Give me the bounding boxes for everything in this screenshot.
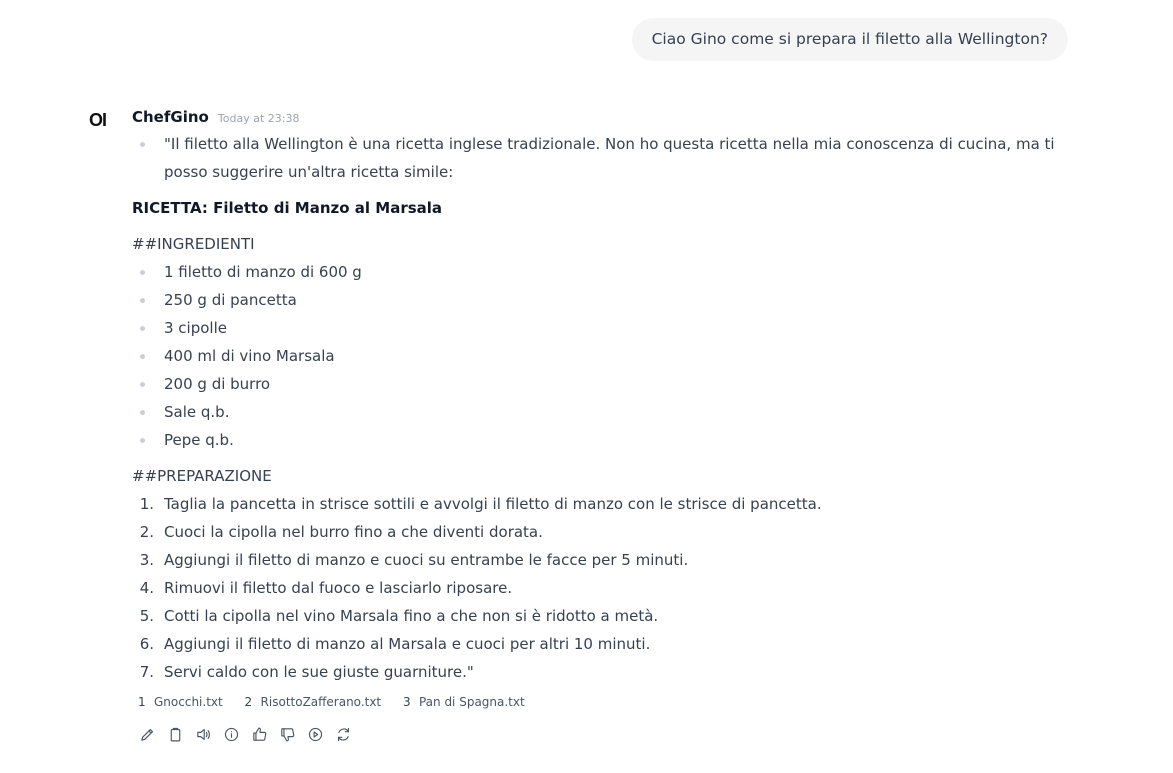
step-item [132, 602, 1062, 630]
read-aloud-button[interactable] [192, 723, 214, 745]
step-number: 4. [139, 579, 154, 597]
source-citation[interactable] [397, 690, 525, 714]
step-item [132, 630, 1062, 658]
regenerate-icon [335, 726, 352, 743]
info-button[interactable] [220, 723, 242, 745]
source-citations [132, 690, 1062, 714]
step-item [132, 546, 1062, 574]
copy-icon [167, 726, 184, 743]
step-item [132, 490, 1062, 518]
edit-icon [139, 726, 156, 743]
step-text: Aggiungi il filetto di manzo al Marsala e cuoci per altri 10 minuti. [164, 635, 651, 653]
preparation-heading: ##PREPARAZIONE [132, 467, 272, 485]
step-number: 6. [139, 635, 154, 653]
source-index: 3 [402, 695, 411, 709]
list-item: 200 g di burro [132, 370, 1062, 398]
list-item: 250 g di pancetta [132, 286, 1062, 314]
thumbs-up-icon [251, 726, 268, 743]
assistant-message [132, 104, 1062, 746]
thumbs-up-button[interactable] [248, 723, 270, 745]
preparation-steps [132, 490, 1062, 686]
recipe-title: RICETTA: Filetto di Manzo al Marsala [132, 199, 443, 217]
step-text: Servi caldo con le sue giuste guarniture." [164, 663, 474, 681]
source-index: 1 [138, 695, 146, 709]
list-item: 400 ml di vino Marsala [132, 342, 1062, 370]
source-name: RisottoZafferano.txt [260, 695, 382, 709]
source-citation[interactable] [132, 690, 223, 714]
message-header [132, 104, 1062, 130]
step-text: Aggiungi il filetto di manzo e cuoci su entrambe le facce per 5 minuti. [164, 551, 689, 569]
list-item: Pepe q.b. [132, 426, 1062, 454]
step-text: Cotti la cipolla nel vino Marsala fino a che non si è ridotto a metà. [164, 607, 659, 625]
ingredients-list [132, 258, 1062, 454]
step-text: Taglia la pancetta in strisce sottili e avvolgi il filetto di manzo con le strisce di pancetta. [164, 495, 822, 513]
step-number: 1. [139, 495, 154, 513]
step-number: 7. [139, 663, 154, 681]
regenerate-button[interactable] [332, 723, 354, 745]
ingredients-heading: ##INGREDIENTI [132, 235, 255, 253]
continue-button[interactable] [304, 723, 326, 745]
message-timestamp: Today at 23:38 [217, 112, 300, 125]
play-icon [307, 726, 324, 743]
copy-button[interactable] [164, 723, 186, 745]
step-number: 5. [139, 607, 154, 625]
speaker-icon [195, 726, 212, 743]
edit-button[interactable] [136, 723, 158, 745]
step-item [132, 658, 1062, 686]
intro-list [132, 130, 1062, 186]
step-number: 2. [139, 523, 154, 541]
step-text: Rimuovi il filetto dal fuoco e lasciarlo riposare. [164, 579, 513, 597]
message-actions [132, 722, 1062, 746]
source-name: Pan di Spagna.txt [418, 695, 525, 709]
list-item: 3 cipolle [132, 314, 1062, 342]
info-icon [223, 726, 240, 743]
user-message-bubble: Ciao Gino come si prepara il filetto alla Wellington? [632, 18, 1068, 61]
thumbs-down-button[interactable] [276, 723, 298, 745]
step-text: Cuoci la cipolla nel burro fino a che diventi dorata. [164, 523, 543, 541]
step-number: 3. [139, 551, 154, 569]
source-name: Gnocchi.txt [154, 695, 223, 709]
step-item [132, 574, 1062, 602]
assistant-name: ChefGino [132, 108, 209, 126]
intro-text: "Il filetto alla Wellington è una ricetta inglese tradizionale. Non ho questa ricetta nella mia conoscenza di cucina, ma ti posso suggerire un'altra ricetta simile: [132, 130, 1062, 186]
message-content [132, 130, 1062, 686]
list-item: Sale q.b. [132, 398, 1062, 426]
source-index: 2 [244, 695, 253, 709]
assistant-avatar: OI [89, 110, 107, 130]
thumbs-down-icon [279, 726, 296, 743]
step-item [132, 518, 1062, 546]
list-item: 1 filetto di manzo di 600 g [132, 258, 1062, 286]
source-citation[interactable] [239, 690, 382, 714]
